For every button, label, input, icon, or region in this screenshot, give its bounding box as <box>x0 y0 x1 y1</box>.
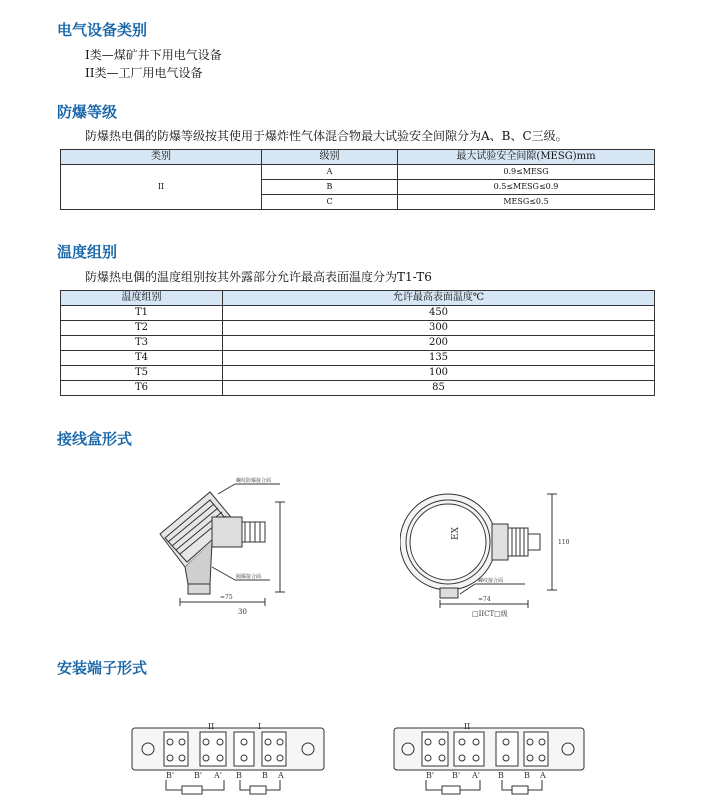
table-row <box>61 165 655 180</box>
section-title-temperature: 温度组别 <box>57 243 118 261</box>
section-title-junction: 接线盒形式 <box>57 430 133 448</box>
junction-box-drawing-2 <box>400 472 570 622</box>
table-row <box>61 381 655 396</box>
table-header: 级别 <box>262 150 398 165</box>
terminal-bottom-label: A <box>540 771 546 780</box>
gap-cell: MESG≤0.5 <box>398 195 655 210</box>
temperature-desc: 防爆热电偶的温度组别按其外露部分允许最高表面温度分为T1-T6 <box>85 270 432 284</box>
temp-cell: 100 <box>223 366 655 381</box>
temperature-table <box>60 290 655 396</box>
level-cell: C <box>262 195 398 210</box>
temp-cell: 200 <box>223 336 655 351</box>
group-cell: T2 <box>61 321 223 336</box>
terminal-bottom-label: A' <box>472 771 480 780</box>
terminal-bottom-label: B' <box>426 771 435 780</box>
gap-cell: 0.9≤MESG <box>398 165 655 180</box>
category-line-1: I类—煤矿井下用电气设备 <box>85 48 222 62</box>
ex-mark: EX <box>451 527 461 540</box>
table-row <box>61 366 655 381</box>
temp-cell: 300 <box>223 321 655 336</box>
table-row <box>61 321 655 336</box>
terminal-bottom-label: B' <box>452 771 461 780</box>
group-cell: T1 <box>61 306 223 321</box>
terminal-top-label: II <box>208 722 215 731</box>
table-header: 温度组别 <box>61 291 223 306</box>
explosion-table <box>60 149 655 210</box>
table-header-row <box>61 291 655 306</box>
group-cell: T4 <box>61 351 223 366</box>
temp-cell: 85 <box>223 381 655 396</box>
terminal-drawing-2 <box>392 718 592 800</box>
section-title-terminal: 安装端子形式 <box>57 659 148 677</box>
terminal-bottom-label: B <box>498 771 504 780</box>
junction-dim-inner: ≈75 <box>220 594 233 601</box>
section-title-explosion: 防爆等级 <box>57 103 118 121</box>
junction2-caption: □IICT□级 <box>472 610 508 618</box>
section-title-category: 电气设备类别 <box>57 21 148 39</box>
junction-label-top: 螺纹防爆接合面 <box>236 478 272 484</box>
terminal-bottom-label: B <box>236 771 242 780</box>
category-line-2: II类—工厂用电气设备 <box>85 66 203 80</box>
level-cell: A <box>262 165 398 180</box>
table-header: 允许最高表面温度℃ <box>223 291 655 306</box>
explosion-desc: 防爆热电偶的防爆等级按其使用于爆炸性气体混合物最大试验安全间隙分为A、B、C三级。 <box>85 129 568 143</box>
temp-cell: 135 <box>223 351 655 366</box>
junction-box-drawing-1 <box>140 472 310 622</box>
category-cell: II <box>61 165 262 210</box>
gap-cell: 0.5≤MESG≤0.9 <box>398 180 655 195</box>
group-cell: T5 <box>61 366 223 381</box>
table-header: 最大试验安全间隙(MESG)mm <box>398 150 655 165</box>
terminal-top-label: I <box>258 722 262 731</box>
table-row <box>61 351 655 366</box>
junction-label-mid: 隔爆接合面 <box>236 574 262 580</box>
table-header: 类别 <box>61 150 262 165</box>
terminal-top-label: II <box>464 722 471 731</box>
table-header-row <box>61 150 655 165</box>
terminal-drawing-1 <box>130 718 330 800</box>
terminal-bottom-label: B <box>262 771 268 780</box>
temp-cell: 450 <box>223 306 655 321</box>
group-cell: T6 <box>61 381 223 396</box>
table-row <box>61 306 655 321</box>
junction2-dim-inner: ≈74 <box>478 596 491 603</box>
group-cell: T3 <box>61 336 223 351</box>
terminal-bottom-label: B <box>524 771 530 780</box>
junction2-dim-total: 110 <box>558 539 570 546</box>
table-row <box>61 336 655 351</box>
terminal-bottom-label: B' <box>166 771 175 780</box>
terminal-bottom-label: B' <box>194 771 203 780</box>
junction-dim-outer: 30 <box>238 608 247 616</box>
level-cell: B <box>262 180 398 195</box>
junction2-label-mid: 螺纹接合面 <box>478 578 504 584</box>
terminal-bottom-label: A <box>278 771 284 780</box>
terminal-bottom-label: A' <box>214 771 222 780</box>
